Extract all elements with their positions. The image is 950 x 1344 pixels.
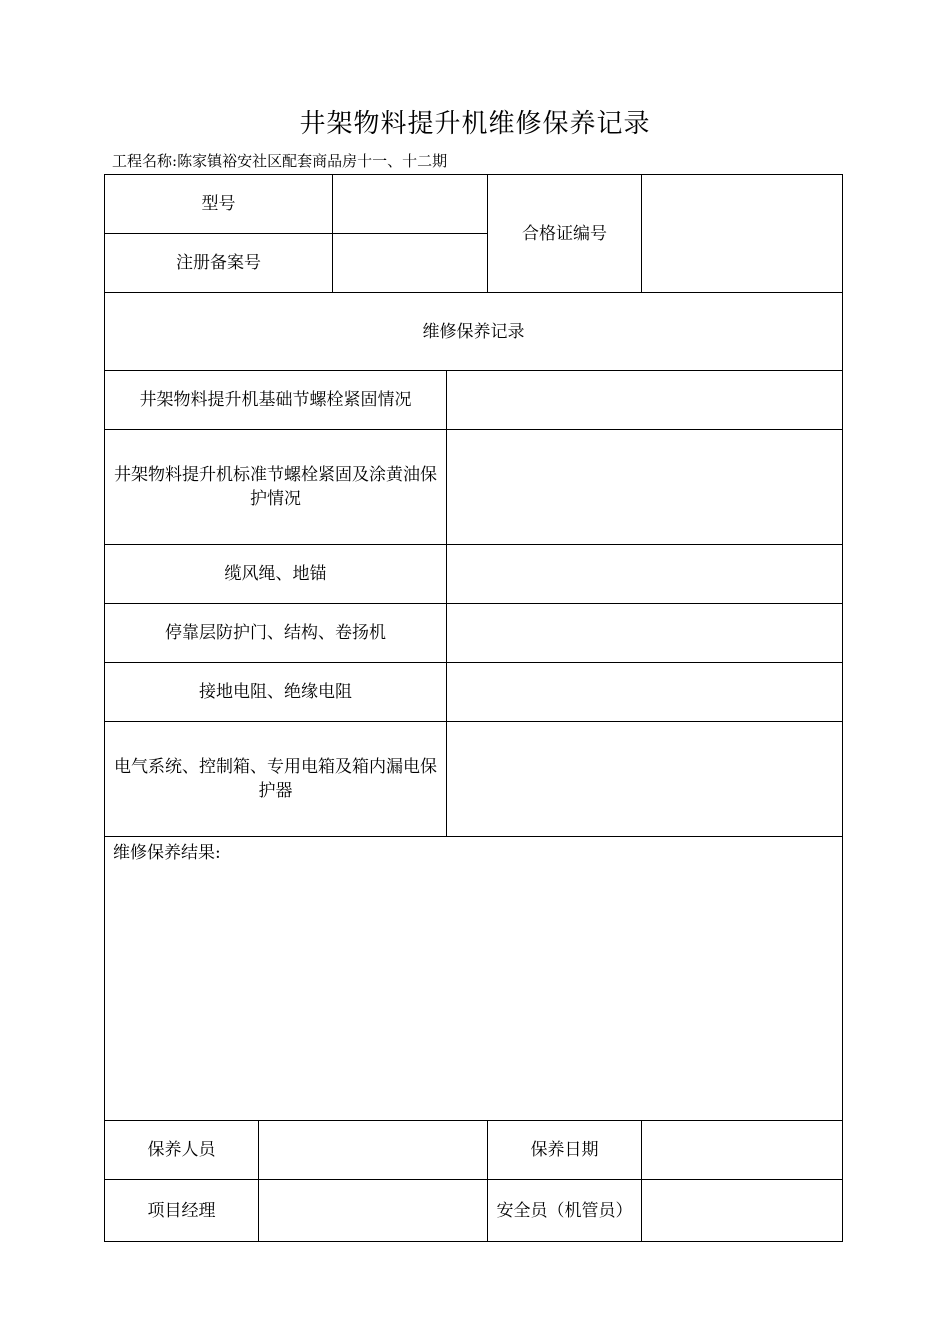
registration-value-cell[interactable] (333, 234, 488, 293)
item-value-cell[interactable] (447, 371, 843, 430)
item-value-cell[interactable] (447, 430, 843, 545)
maintenance-record-table (104, 174, 843, 1242)
item-label: 停靠层防护门、结构、卷扬机 (105, 604, 447, 663)
table-row (105, 604, 843, 663)
table-row (105, 545, 843, 604)
result-cell[interactable] (105, 837, 843, 1121)
project-name: 陈家镇裕安社区配套商品房十一、十二期 (177, 152, 448, 170)
table-row (105, 663, 843, 722)
item-value-cell[interactable] (447, 663, 843, 722)
item-label: 接地电阻、绝缘电阻 (105, 663, 447, 722)
safety-officer-label: 安全员（机管员） (488, 1180, 642, 1242)
manager-label: 项目经理 (105, 1180, 259, 1242)
safety-officer-value-cell[interactable] (642, 1180, 843, 1242)
manager-value-cell[interactable] (259, 1180, 488, 1242)
date-value-cell[interactable] (642, 1121, 843, 1180)
certificate-value-cell[interactable] (642, 175, 843, 293)
item-label: 井架物料提升机标准节螺栓紧固及涂黄油保护情况 (105, 430, 447, 545)
maintainer-value-cell[interactable] (259, 1121, 488, 1180)
maintainer-row (105, 1121, 843, 1180)
item-label: 井架物料提升机基础节螺栓紧固情况 (105, 371, 447, 430)
registration-label: 注册备案号 (105, 234, 333, 293)
item-label: 缆风绳、地锚 (105, 545, 447, 604)
result-label: 维修保养结果: (113, 843, 221, 863)
model-value-cell[interactable] (333, 175, 488, 234)
result-row (105, 837, 843, 1121)
item-value-cell[interactable] (447, 545, 843, 604)
page-title: 井架物料提升机维修保养记录 (299, 109, 651, 139)
model-row (105, 175, 843, 234)
table-row (105, 722, 843, 837)
certificate-label: 合格证编号 (488, 175, 642, 293)
record-section-title: 维修保养记录 (105, 293, 843, 371)
date-label: 保养日期 (488, 1121, 642, 1180)
item-value-cell[interactable] (447, 722, 843, 837)
item-label: 电气系统、控制箱、专用电箱及箱内漏电保护器 (105, 722, 447, 837)
manager-row (105, 1180, 843, 1242)
table-row (105, 430, 843, 545)
project-label: 工程名称: (112, 152, 178, 170)
maintainer-label: 保养人员 (105, 1121, 259, 1180)
record-section-row (105, 293, 843, 371)
item-value-cell[interactable] (447, 604, 843, 663)
table-row (105, 371, 843, 430)
project-name-line (112, 150, 447, 172)
model-label: 型号 (105, 175, 333, 234)
